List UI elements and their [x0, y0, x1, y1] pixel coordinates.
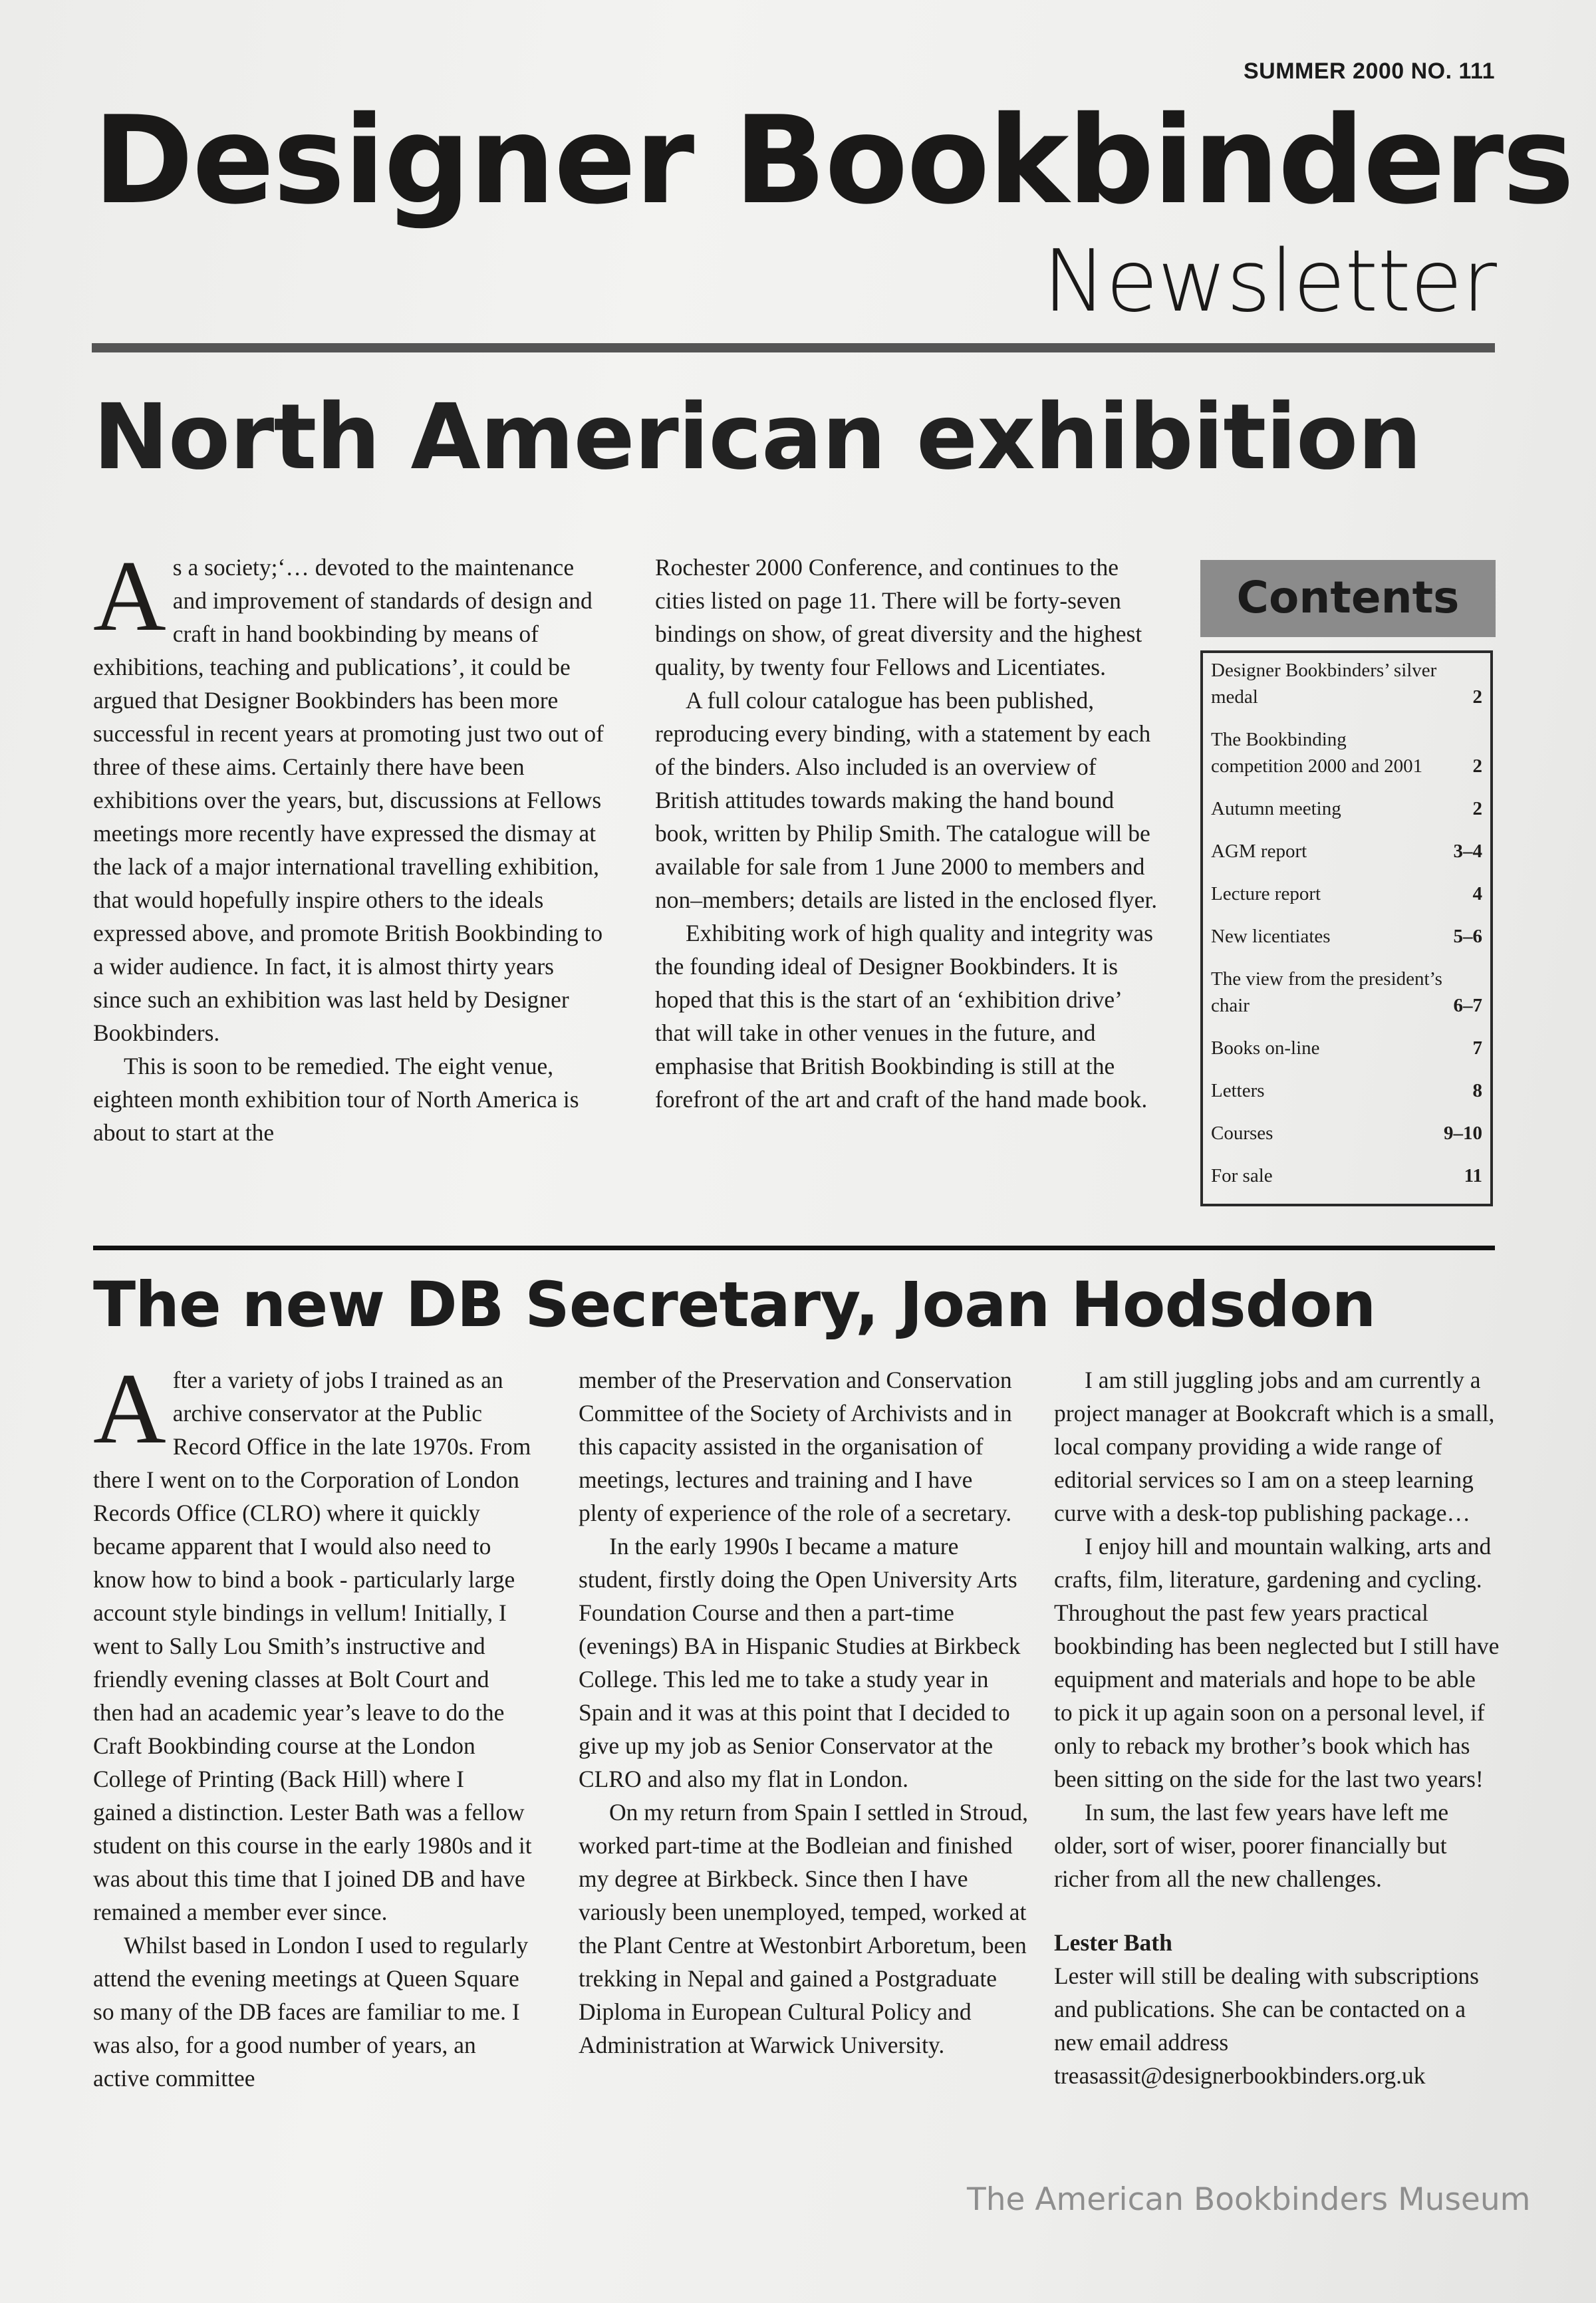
toc-page: 7: [1472, 1037, 1482, 1059]
watermark: The American Bookbinders Museum: [967, 2181, 1531, 2218]
article2-paragraph: After a variety of jobs I trained as an archive conservator at the Public Record Office in the late 1970s. From there I went on to the Corporation of London Records Office (CLRO) where it quickly became apparent that I would also need to know how to bind a book - particularly large account style bindings in vellum! Initially, I went to Sally Lou Smith’s instructive and friendly evening classes at Bolt Court and then had an academic year’s leave to do the Craft Bookbinding course at the London College of Printing (Back Hill) where I gained a distinction. Lester Bath was a fellow student on this course in the early 1980s and it was about this time that I joined DB and have remained a member ever since.: [93, 1353, 532, 1925]
article2-column-3: [1054, 1363, 1500, 2092]
contents-list: [1200, 650, 1493, 1206]
article2-paragraph: I am still juggling jobs and am currently a project manager at Bookcraft which is a small, local company providing a wide range of editorial services so I am on a steep learning curve with a desk-top publishing package…: [1054, 1367, 1495, 1526]
toc-page: 3–4: [1453, 841, 1482, 862]
toc-page: 8: [1472, 1080, 1482, 1101]
toc-page: 5–6: [1453, 926, 1482, 947]
article1-headline: North American exhibition: [93, 385, 1422, 490]
toc-item[interactable]: Letters 8: [1211, 1077, 1482, 1104]
article2-paragraph: Whilst based in London I used to regularly attend the evening meetings at Queen Square so many of the DB faces are familiar to me. I was also, for a good number of years, an active committee: [93, 1932, 529, 2092]
masthead-rule: [92, 343, 1495, 352]
toc-page: 6–7: [1453, 995, 1482, 1016]
toc-item[interactable]: AGM report 3–4: [1211, 838, 1482, 865]
article2-paragraph: In sum, the last few years have left me older, sort of wiser, poorer financially but richer from all the new challenges.: [1054, 1799, 1449, 1892]
toc-page: 4: [1472, 883, 1482, 904]
toc-item[interactable]: Books on-line 7: [1211, 1035, 1482, 1061]
note-text: Lester will still be dealing with subscriptions and publications. She can be contacted on a new email address treasassit@designerbookbinders.org.uk: [1054, 1963, 1479, 2089]
note-title: Lester Bath: [1054, 1929, 1172, 1956]
article2-paragraph: member of the Preservation and Conservation Committee of the Society of Archivists and in this capacity assisted in the organisation of meetings, lectures and training and I have plenty of experience of the role of a secretary.: [579, 1367, 1012, 1526]
toc-page: 11: [1464, 1165, 1482, 1186]
article2-paragraph: On my return from Spain I settled in Stroud, worked part-time at the Bodleian and finished my degree at Birkbeck. Since then I have variously been unemployed, temped, worked at the Plant Centre at Westonbirt Arboretum, been trekking in Nepal and gained a Postgraduate Diploma in European Cultural Policy and Administration at Warwick University.: [579, 1799, 1029, 2058]
toc-page: 2: [1472, 755, 1482, 777]
toc-page: 2: [1472, 798, 1482, 819]
article1-paragraph: Exhibiting work of high quality and integrity was the founding ideal of Designer Bookbinders. It is hoped that this is the start of an ‘exhibition drive’ that will take in other venues in the future, and emphasise that British Bookbinding is still at the forefront of the art and craft of the hand made book.: [655, 920, 1153, 1113]
article1-paragraph: As a society;‘… devoted to the maintenance and improvement of standards of design and craft in hand bookbinding by means of exhibitions, teaching and publications’, it could be argued that Designer Bookbinders has been more successful in recent years at promoting just two out of three of these aims. Certainly there have been exhibitions over the years, but, discussions at Fellows meetings more recently have expressed the dismay at the lack of a major international travelling exhibition, that would hopefully inspire others to the ideals expressed above, and promote British Bookbinding to a wider audience. In fact, it is almost thirty years since such an exhibition was last held by Designer Bookbinders.: [93, 540, 604, 1046]
toc-page: 2: [1472, 686, 1482, 708]
toc-item[interactable]: The Bookbinding competition 2000 and 2001 2: [1211, 726, 1482, 779]
issue-label: SUMMER 2000 NO. 111: [1243, 59, 1495, 84]
drop-cap: A: [93, 1353, 166, 1464]
article1-column-1: [93, 540, 605, 1149]
article2-column-2: [579, 1363, 1031, 2062]
toc-item[interactable]: New licentiates 5–6: [1211, 923, 1482, 950]
masthead-subtitle: Newsletter: [1043, 232, 1496, 331]
article2-paragraph: In the early 1990s I became a mature student, firstly doing the Open University Arts Foundation Course and then a part-time (evenings) BA in Hispanic Studies at Birkbeck College. This led me to take a study year in Spain and it was at this point that I decided to give up my job as Senior Conservator at the CLRO and also my flat in London.: [579, 1533, 1021, 1792]
drop-cap: A: [93, 540, 166, 652]
article1-paragraph: This is soon to be remedied. The eight venue, eighteen month exhibition tour of North America is about to start at the: [93, 1053, 579, 1146]
article2-headline: The new DB Secretary, Joan Hodsdon: [93, 1269, 1376, 1341]
toc-item[interactable]: Autumn meeting 2: [1211, 795, 1482, 822]
toc-item[interactable]: For sale 11: [1211, 1162, 1482, 1189]
article2-paragraph: I enjoy hill and mountain walking, arts and crafts, film, literature, gardening and cycling. Throughout the past few years practical bookbinding has been neglected but I still have equipment and materials and hope to be able to pick it up again soon on a personal level, if only to reback my brother’s book which has been sitting on the side for the last two years!: [1054, 1533, 1500, 1792]
toc-item[interactable]: The view from the president’s chair 6–7: [1211, 966, 1482, 1019]
article1-paragraph: A full colour catalogue has been published, reproducing every binding, with a statement by each of the binders. Also included is an overview of British attitudes towards making the hand bound book, written by Philip Smith. The catalogue will be available for sale from 1 June 2000 to members and non–members; details are listed in the enclosed flyer.: [655, 687, 1158, 913]
article2-column-1: [93, 1353, 532, 2095]
contents-header: [1200, 560, 1496, 637]
section-rule: [93, 1246, 1495, 1250]
contents-title: Contents: [1236, 572, 1460, 623]
article1-column-2: [655, 551, 1160, 1116]
toc-item[interactable]: Courses 9–10: [1211, 1120, 1482, 1147]
article1-paragraph: Rochester 2000 Conference, and continues to the cities listed on page 11. There will be forty-seven bindings on show, of great diversity and the highest quality, by twenty four Fellows and Licentiates.: [655, 554, 1142, 680]
toc-page: 9–10: [1444, 1123, 1482, 1144]
toc-item[interactable]: Designer Bookbinders’ silver medal 2: [1211, 657, 1482, 710]
masthead-title: Designer Bookbinders: [93, 90, 1573, 231]
toc-item[interactable]: Lecture report 4: [1211, 881, 1482, 907]
